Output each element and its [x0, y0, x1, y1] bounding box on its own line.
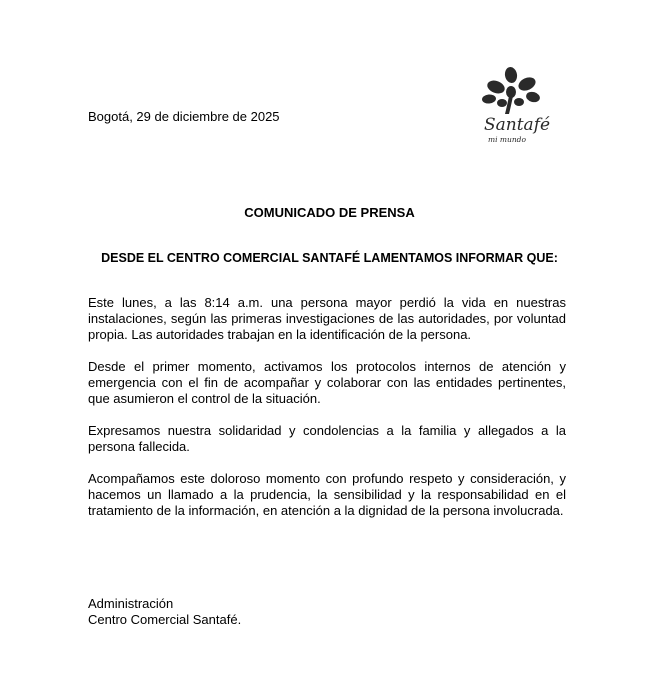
date-line: Bogotá, 29 de diciembre de 2025 [88, 109, 280, 124]
paragraph: Este lunes, a las 8:14 a.m. una persona mayor perdió la vida en nuestras instalaciones, según las primeras investigaciones de las autoridades, por voluntad propia. Las autoridades trabajan en la identificación de la persona. [88, 295, 566, 342]
flower-logo-icon [474, 66, 564, 148]
document-body [88, 295, 566, 535]
logo-brand-text: Santafé [484, 115, 551, 135]
document-title: COMUNICADO DE PRENSA [244, 205, 415, 220]
signature-block [88, 596, 241, 628]
santafe-logo [474, 66, 564, 148]
document-subtitle: DESDE EL CENTRO COMERCIAL SANTAFÉ LAMENTAMOS INFORMAR QUE: [101, 251, 558, 265]
paragraph: Desde el primer momento, activamos los protocolos internos de atención y emergencia con el fin de acompañar y colaborar con las entidades pertinentes, que asumieron el control de la situación. [88, 359, 566, 406]
signature-line-1: Administración [88, 596, 174, 611]
logo-tagline-text: mi mundo [488, 135, 526, 144]
paragraph: Acompañamos este doloroso momento con profundo respeto y consideración, y hacemos un llamado a la prudencia, la sensibilidad y la responsabilidad en el tratamiento de la información, en atención a la dignidad de la persona involucrada. [88, 471, 566, 518]
signature-line-2: Centro Comercial Santafé. [88, 612, 242, 627]
paragraph: Expresamos nuestra solidaridad y condolencias a la familia y allegados a la persona fallecida. [88, 423, 566, 454]
